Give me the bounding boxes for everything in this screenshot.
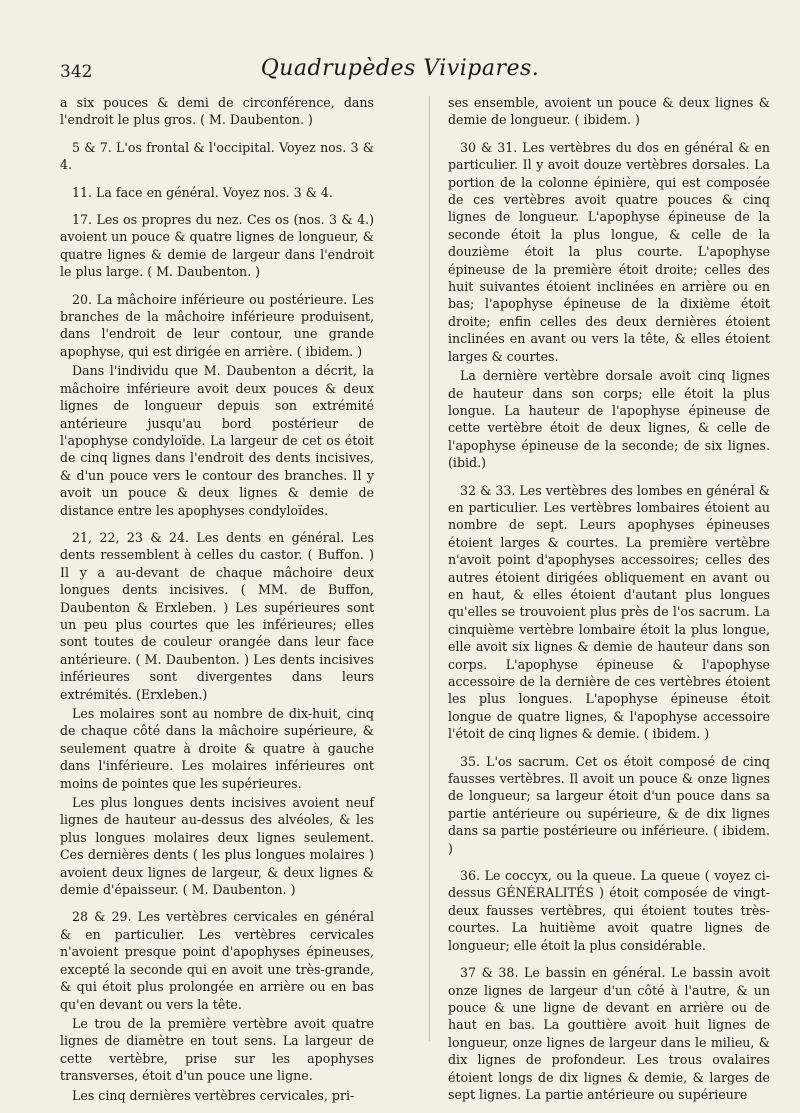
paragraph: Les cinq dernières vertèbres cervicales, pri-	[72, 1087, 355, 1103]
paragraph: 28 & 29. Les vertèbres cervicales en général & en particulier. Les vertèbres cervicales n'avoient presque point d'apophyses épineuses, excepté la seconde qui en avoit une très-grande, & qui étoit plus prolongée en arrière ou en bas qu'en devant ou vers la tête.	[60, 909, 374, 1012]
paragraph: 32 & 33. Les vertèbres des lombes en général & en particulier. Les vertèbres lombaires étoient au nombre de sept. Leurs apophyses épineuses étoient larges & courtes. La première vertèbre n'avoit point d'apophyses accessoires; celles des autres étoient dirigées obliquement en avant ou en haut, & elles étoient d'autant plus longues qu'elles se trouvoient plus près de l'os sacrum. La cinquième vertèbre lombaire étoit la plus longue, elle avoit six lignes & demie de hauteur dans son corps. L'apophyse épineuse & l'apophyse accessoire de la dernière de ces vertèbres étoient les plus longues. L'apophyse épineuse étoit longue de quatre lignes, & l'apophyse accessoire l'étoit de cinq lignes & demie. ( ibidem. )	[448, 482, 770, 742]
paragraph: 17. Les os propres du nez. Ces os (nos. 3 & 4.) avoient un pouce & quatre lignes de longueur, & quatre lignes & demie de largeur dans l'endroit le plus large. ( M. Daubenton. )	[60, 212, 374, 280]
page-header	[60, 48, 740, 88]
paragraph: 35. L'os sacrum. Cet os étoit composé de cinq fausses vertèbres. Il avoit un pouce & onze lignes de longueur; sa largeur étoit d'un pouce dans sa partie antérieure ou supérieure, & de dix lignes dans sa partie postérieure ou inférieure. ( ibidem. )	[448, 753, 770, 856]
paragraph: 37 & 38. Le bassin en général. Le bassin avoit onze lignes de largeur d'un côté à l'autre, & un pouce & une ligne de devant en arrière ou de haut en bas. La gouttière avoit huit lignes de longueur, onze lignes de largeur dans le milieu, & dix lignes de profondeur. Les trous ovalaires étoient longs de dix lignes & demie, & larges de sept lignes. La partie antérieure ou supérieure	[448, 965, 770, 1102]
left-column	[60, 94, 374, 1106]
paragraph: a six pouces & demi de circonférence, dans l'endroit le plus gros. ( M. Daubenton. )	[60, 95, 374, 128]
paragraph: 11. La face en général. Voyez nos. 3 & 4.	[72, 184, 333, 200]
page-number: 342	[60, 62, 93, 82]
paragraph: 20. La mâchoire inférieure ou postérieure. Les branches de la mâchoire inférieure produisent, dans l'endroit de leur contour, une grande apophyse, qui est dirigée en arrière. ( ibidem. )	[60, 291, 374, 359]
paragraph: ses ensemble, avoient un pouce & deux lignes & demie de longueur. ( ibidem. )	[448, 95, 770, 128]
column-divider	[429, 96, 430, 1041]
paragraph: La dernière vertèbre dorsale avoit cinq lignes de hauteur dans son corps; elle étoit la plus longue. La hauteur de l'apophyse épineuse de cette vertèbre étoit de deux lignes, & celle de l'apophyse épineuse de la seconde; de six lignes.(ibid.)	[448, 368, 770, 471]
running-title: Quadrupèdes Vivipares.	[260, 56, 540, 81]
paragraph: Les molaires sont au nombre de dix-huit, cinq de chaque côté dans la mâchoire supérieure, & seulement quatre à droite & quatre à gauche dans l'inférieure. Les molaires inférieures ont moins de pointes que les supérieures.	[60, 706, 374, 791]
paragraph: 36. Le coccyx, ou la queue. La queue ( voyez ci-dessus GÉNÉRALITÉS ) étoit composée de vingt-deux fausses vertèbres, qui étoient toutes très-courtes. La huitième avoit quatre lignes de longueur; elle étoit la plus considérable.	[448, 868, 770, 953]
right-column	[448, 94, 770, 1113]
paragraph: Le trou de la première vertèbre avoit quatre lignes de diamètre en tout sens. La largeur de cette vertèbre, prise sur les apophyses transverses, étoit d'un pouce une ligne.	[60, 1015, 374, 1084]
paragraph: 30 & 31. Les vertèbres du dos en général & en particulier. Il y avoit douze vertèbres dorsales. La portion de la colonne épinière, qui est composée de ces vertèbres avoit quatre pouces & cinq lignes de longueur. L'apophyse épineuse de la seconde étoit la plus longue, & celle de la douzième étoit la plus courte. L'apophyse épineuse de la première étoit droite; celles des huit suivantes étoient inclinées en arrière ou en bas; l'apophyse épineuse de la dixième étoit droite; enfin celles des deux dernières étoient inclinées en avant ou vers la tête, & elles étoient larges & courtes.	[448, 139, 770, 364]
paragraph: Dans l'individu que M. Daubenton a décrit, la mâchoire inférieure avoit deux pouces & deux lignes de longueur depuis son extrémité antérieure jusqu'au bord postérieur de l'apophyse condyloïde. La largeur de cet os étoit de cinq lignes dans l'endroit des dents incisives, & d'un pouce vers le contour des branches. Il y avoit un pouce & deux lignes & demie de distance entre les apophyses condyloïdes.	[60, 363, 374, 518]
paragraph: 5 & 7. L'os frontal & l'occipital. Voyez nos. 3 & 4.	[60, 139, 374, 173]
paragraph: Les plus longues dents incisives avoient neuf lignes de hauteur au-dessus des alvéoles, & les plus longues molaires deux lignes seulement. Ces dernières dents ( les plus longues molaires ) avoient deux lignes de largeur, & deux lignes & demie d'épaisseur. ( M. Daubenton. )	[60, 795, 374, 898]
paragraph: 21, 22, 23 & 24. Les dents en général. Les dents ressemblent à celles du castor. ( Buffon. ) Il y a au-devant de chaque mâchoire deux longues dents incisives. ( MM. de Buffon, Daubenton & Erxleben. ) Les supérieures sont un peu plus courtes que les inférieures; elles sont toutes de couleur orangée dans leur face antérieure. ( M. Daubenton. ) Les dents incisives inférieures sont divergentes dans leurs extrémités. (Erxleben.)	[60, 529, 374, 702]
